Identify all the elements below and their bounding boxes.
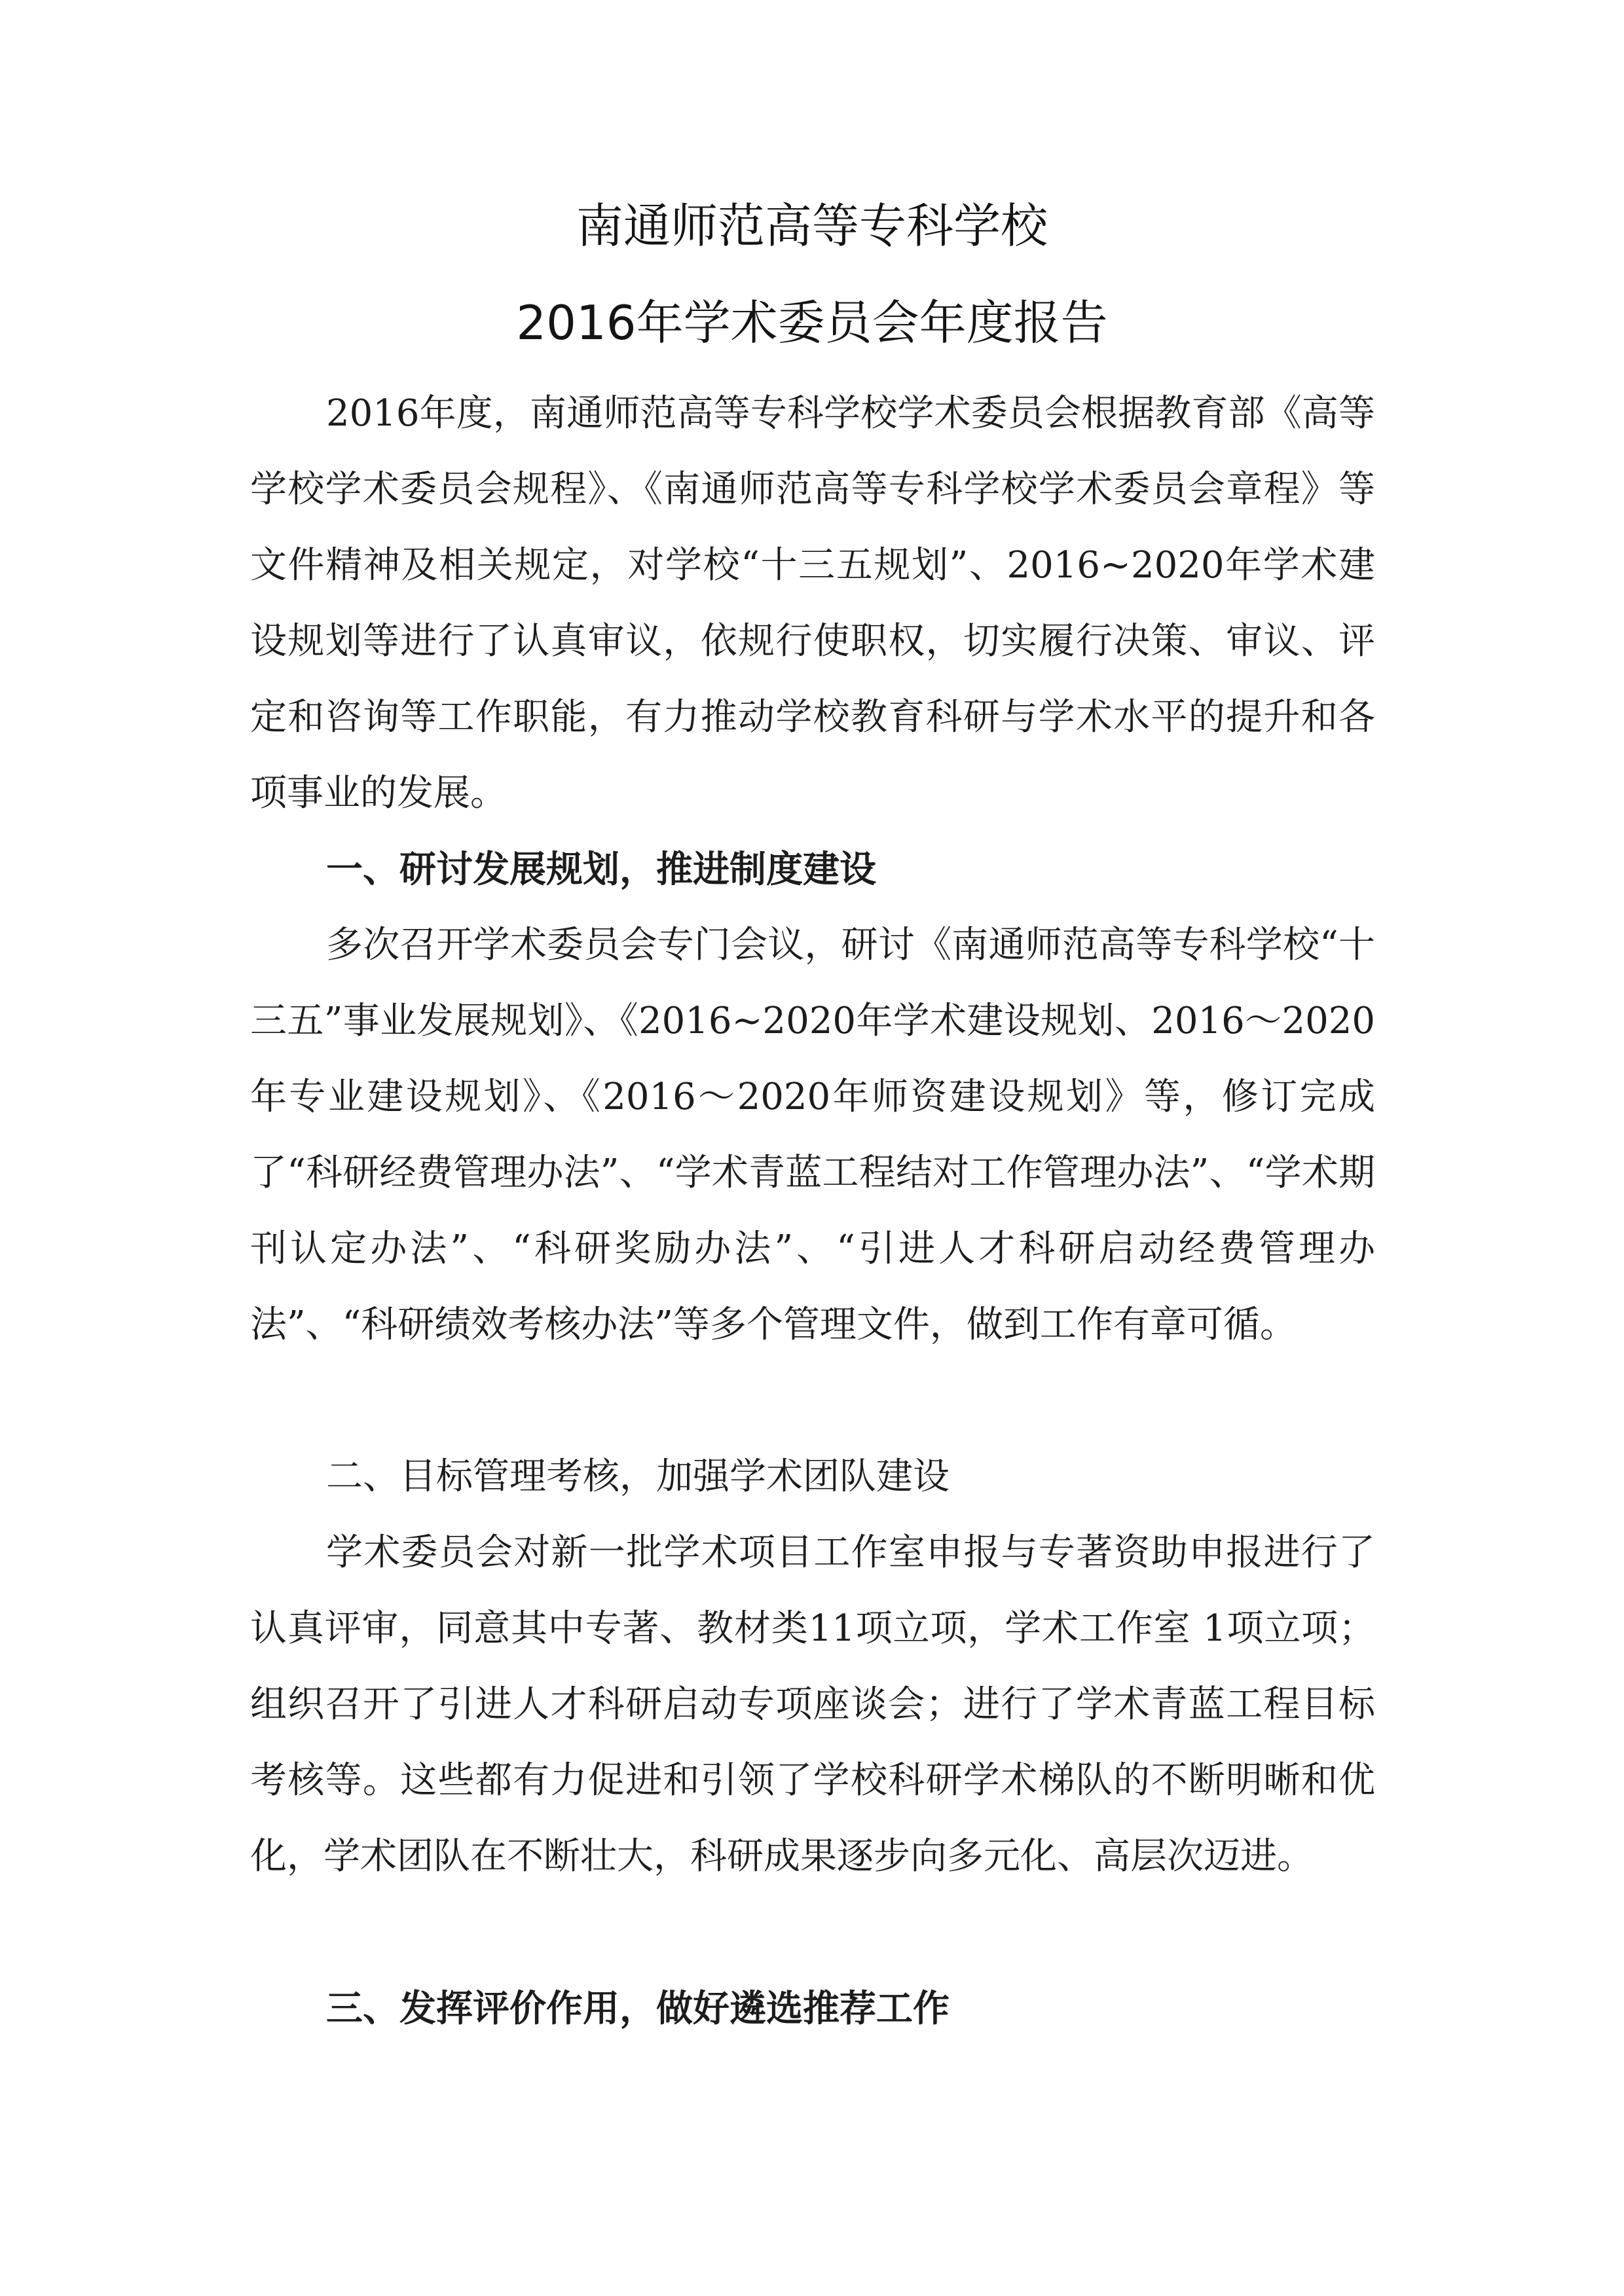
section-paragraph-2: 学术委员会对新一批学术项目工作室申报与专著资助申报进行了认真评审，同意其中专著、教材类11项立项，学术工作室 1项立项；组织召开了引进人才科研启动专项座谈会；进行了学术青蓝工程目标考核等。这些都有力促进和引领了学校科研学术梯队的不断明晰和优化，学术团队在不断壮大，科研成果逐步向多元化、高层次迈进。 <box>250 1531 1375 1878</box>
intro-paragraph: 2016年度，南通师范高等专科学校学术委员会根据教育部《高等学校学术委员会规程》、《南通师范高等专科学校学术委员会章程》等文件精神及相关规定，对学校“十三五规划”、2016~2020年学术建设规划等进行了认真审议，依规行使职权，切实履行决策、审议、评定和咨询等工作职能，有力推动学校教育科研与学术水平的提升和各项事业的发展。 <box>250 392 1375 814</box>
section-heading-2: 二、目标管理考核，加强学术团队建设 <box>326 1455 950 1498</box>
document-title: 南通师范高等专科学校 <box>576 198 1048 253</box>
document-subtitle: 2016年学术委员会年度报告 <box>516 295 1108 350</box>
section-paragraph-1: 多次召开学术委员会专门会议，研讨《南通师范高等专科学校“十三五”事业发展规划》、《2016~2020年学术建设规划、2016～2020年专业建设规划》、《2016～2020年师资建设规划》等，修订完成了“科研经费管理办法”、“学术青蓝工程结对工作管理办法”、“学术期刊认定办法”、“科研奖励办法”、“引进人才科研启动经费管理办法”、“科研绩效考核办法”等多个管理文件，做到工作有章可循。 <box>250 924 1375 1346</box>
section-heading-3: 三、发挥评价作用，做好遴选推荐工作 <box>326 1987 950 2030</box>
section-heading-1: 一、研讨发展规划，推进制度建设 <box>326 848 876 891</box>
